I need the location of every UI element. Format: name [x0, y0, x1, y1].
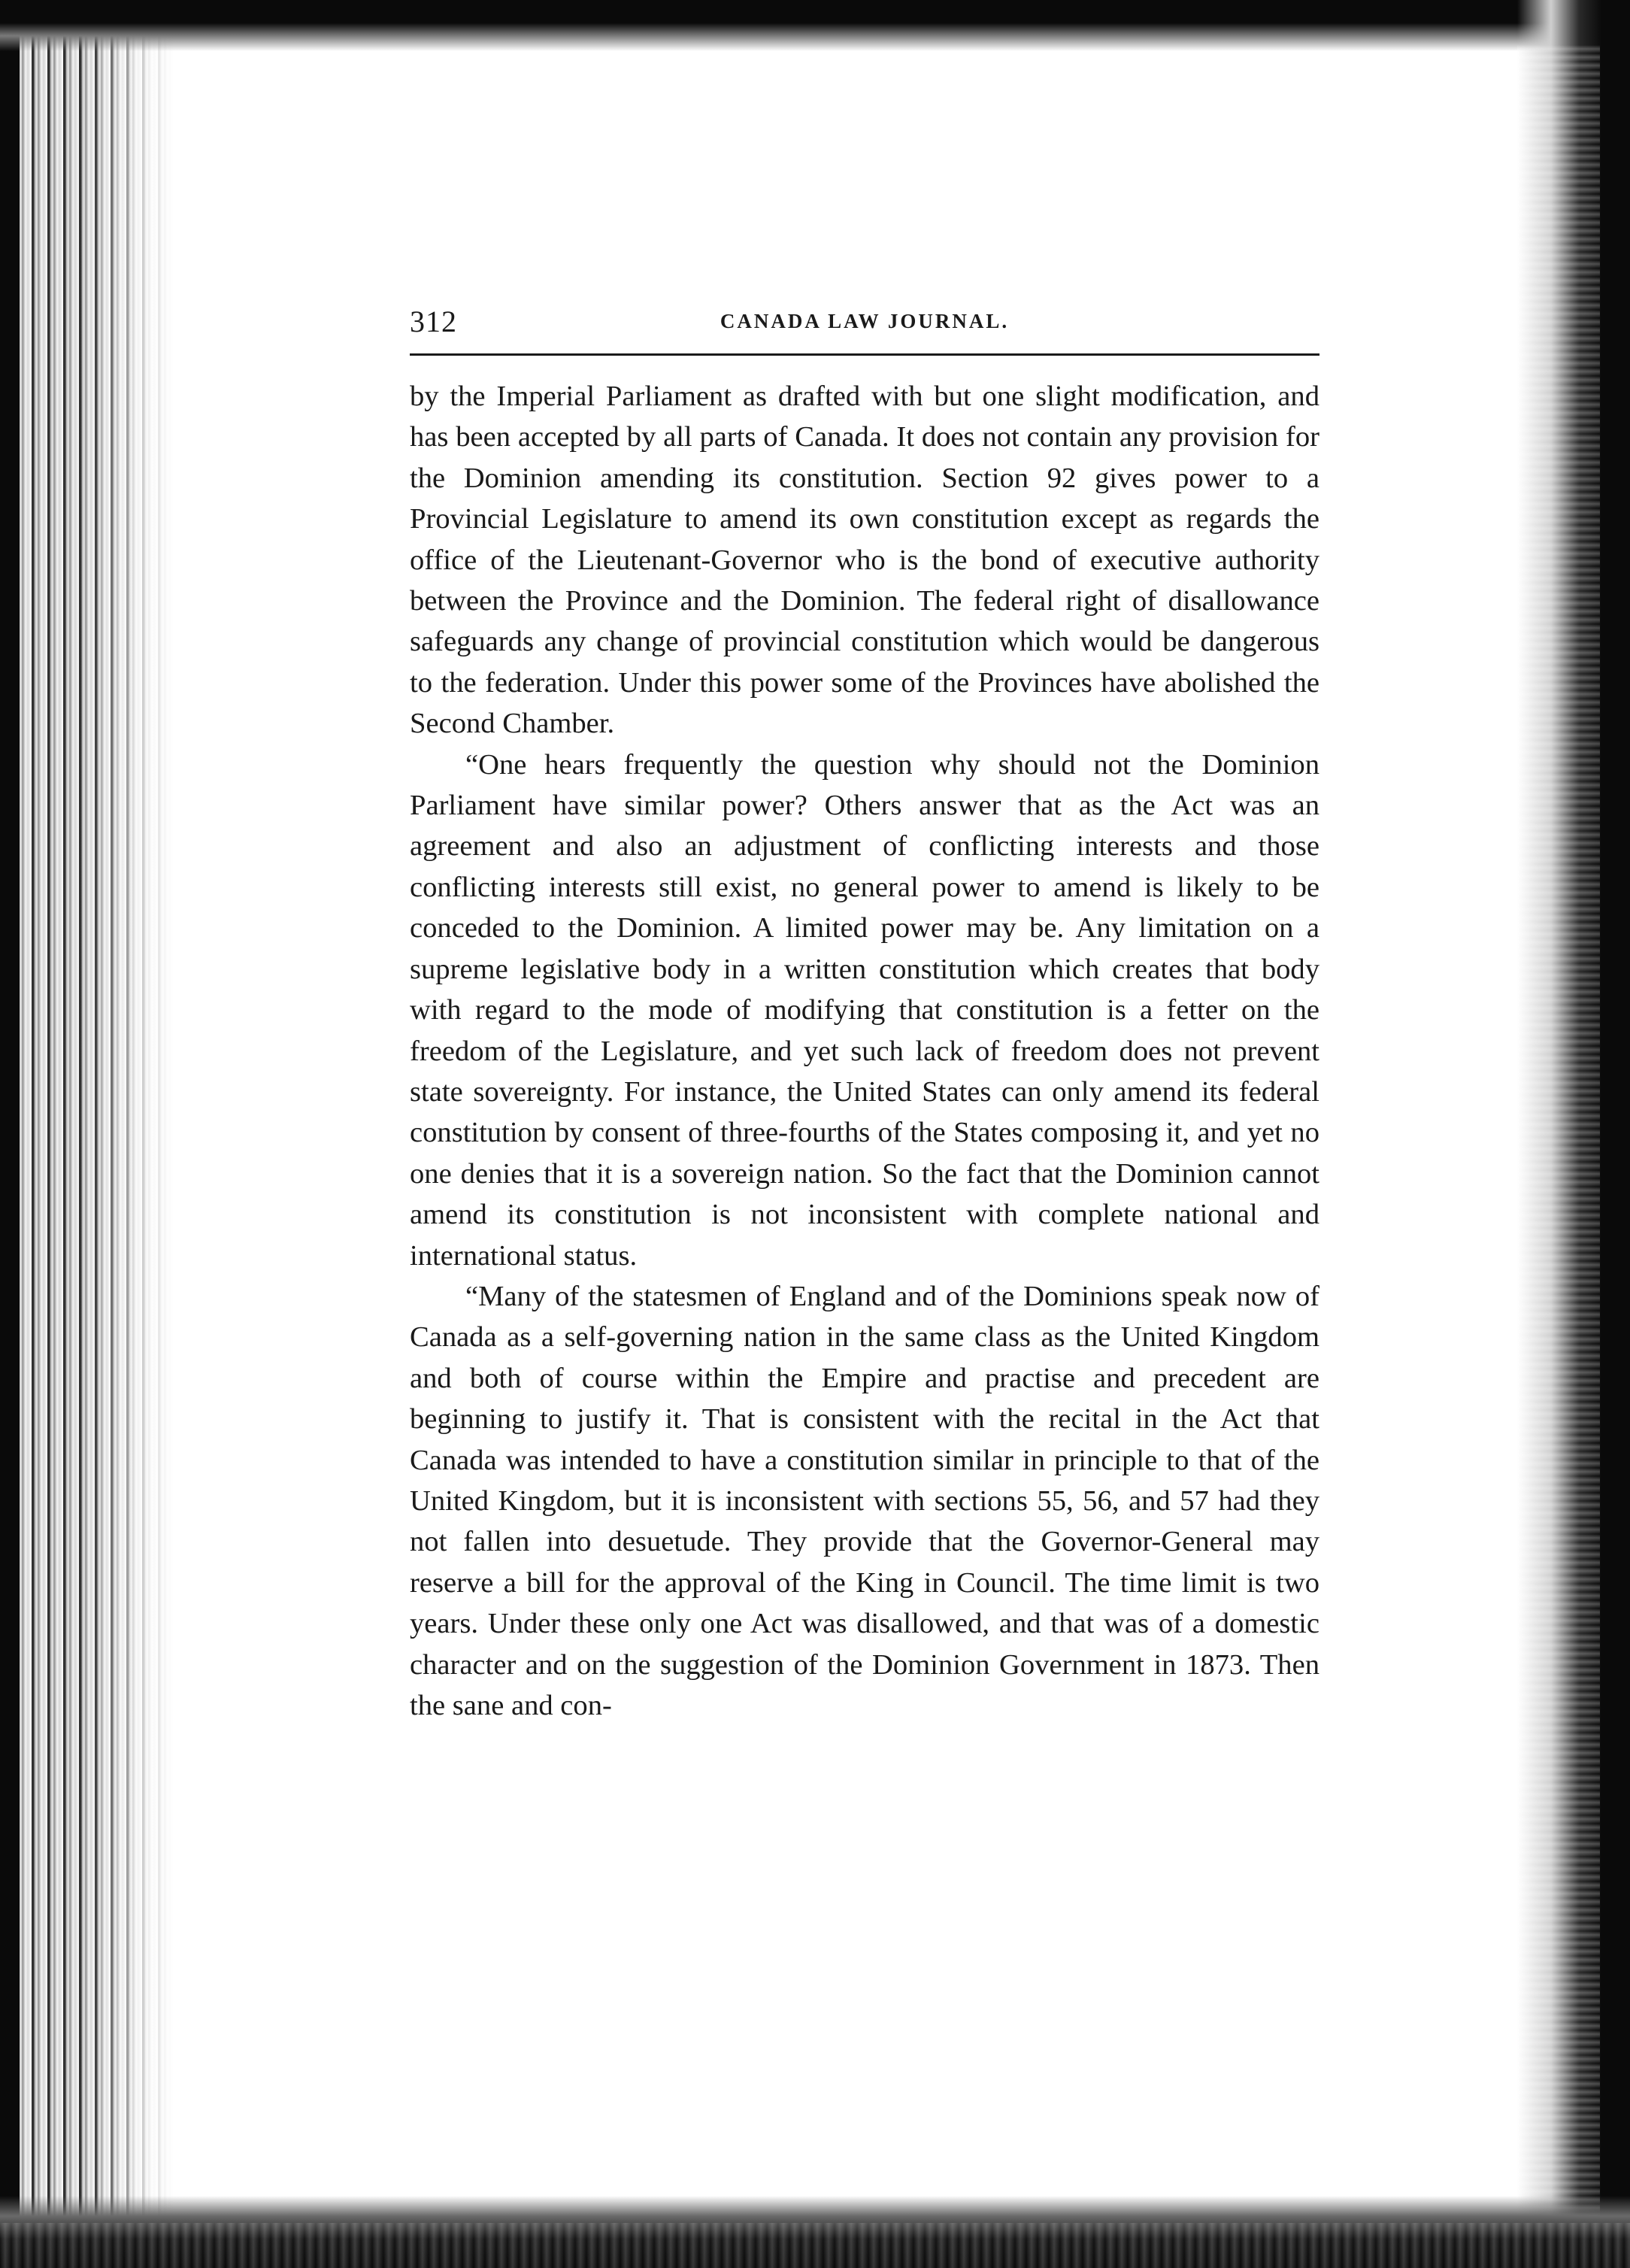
running-head	[410, 301, 1319, 353]
page-number: 312	[410, 305, 457, 338]
journal-title: CANADA LAW JOURNAL.	[720, 310, 1010, 332]
scan-edge-bottom-texture	[0, 2223, 1630, 2268]
header-rule	[410, 353, 1319, 356]
paragraph-3: “Many of the statesmen of England and of the Dominions speak now of Canada as a self-governing nation in the same class as the United Kingdom and both of course within the Empire and practise and precedent are beginning to justify it. That is consistent with the recital in the Act that Canada was intended to have a constitution similar in principle to that of the United Kingdom, but it is inconsistent with sections 55, 56, and 57 had they not fallen into desuetude. They provide that the Governor-General may reserve a bill for the approval of the King in Council. The time limit is two years. Under these only one Act was disallowed, and that was of a domestic character and on the suggestion of the Dominion Government in 1873. Then the sane and con-	[410, 1280, 1319, 1721]
body-text	[410, 376, 1319, 1726]
paragraph-1: by the Imperial Parliament as drafted with but one slight modification, and has been accepted by all parts of Canada. It does not contain any provision for the Dominion amending its constitution. Section 92 gives power to a Provincial Legislature to amend its own constitution except as regards the office of the Lieutenant-Governor who is the bond of executive authority between the Province and the Dominion. The federal right of disallowance safeguards any change of provincial constitution which would be dangerous to the federation. Under this power some of the Provinces have abolished the Second Chamber.	[410, 381, 1319, 740]
paragraph-2: “One hears frequently the question why should not the Dominion Parliament have similar power? Others answer that as the Act was an agreement and also an adjustment of conflicting interests and those conflicting interests still exist, no general power to amend is likely to be conceded to the Dominion. A limited power may be. Any limitation on a supreme legislative body in a written constitution which creates that body with regard to the mode of modifying that constitution is a fetter on the freedom of the Legislature, and yet such lack of freedom does not prevent state sovereignty. For instance, the United States can only amend its federal constitution by consent of three-fourths of the States composing it, and yet no one denies that it is a sovereign nation. So the fact that the Dominion cannot amend its constitution is not inconsistent with complete national and international status.	[410, 748, 1319, 1272]
scan-edge-right-texture	[1517, 45, 1600, 2226]
scan-edge-top	[0, 0, 1630, 51]
scan-edge-left-fade	[90, 0, 188, 2268]
scan-edge-left-solid	[0, 0, 20, 2268]
page	[410, 301, 1319, 1726]
